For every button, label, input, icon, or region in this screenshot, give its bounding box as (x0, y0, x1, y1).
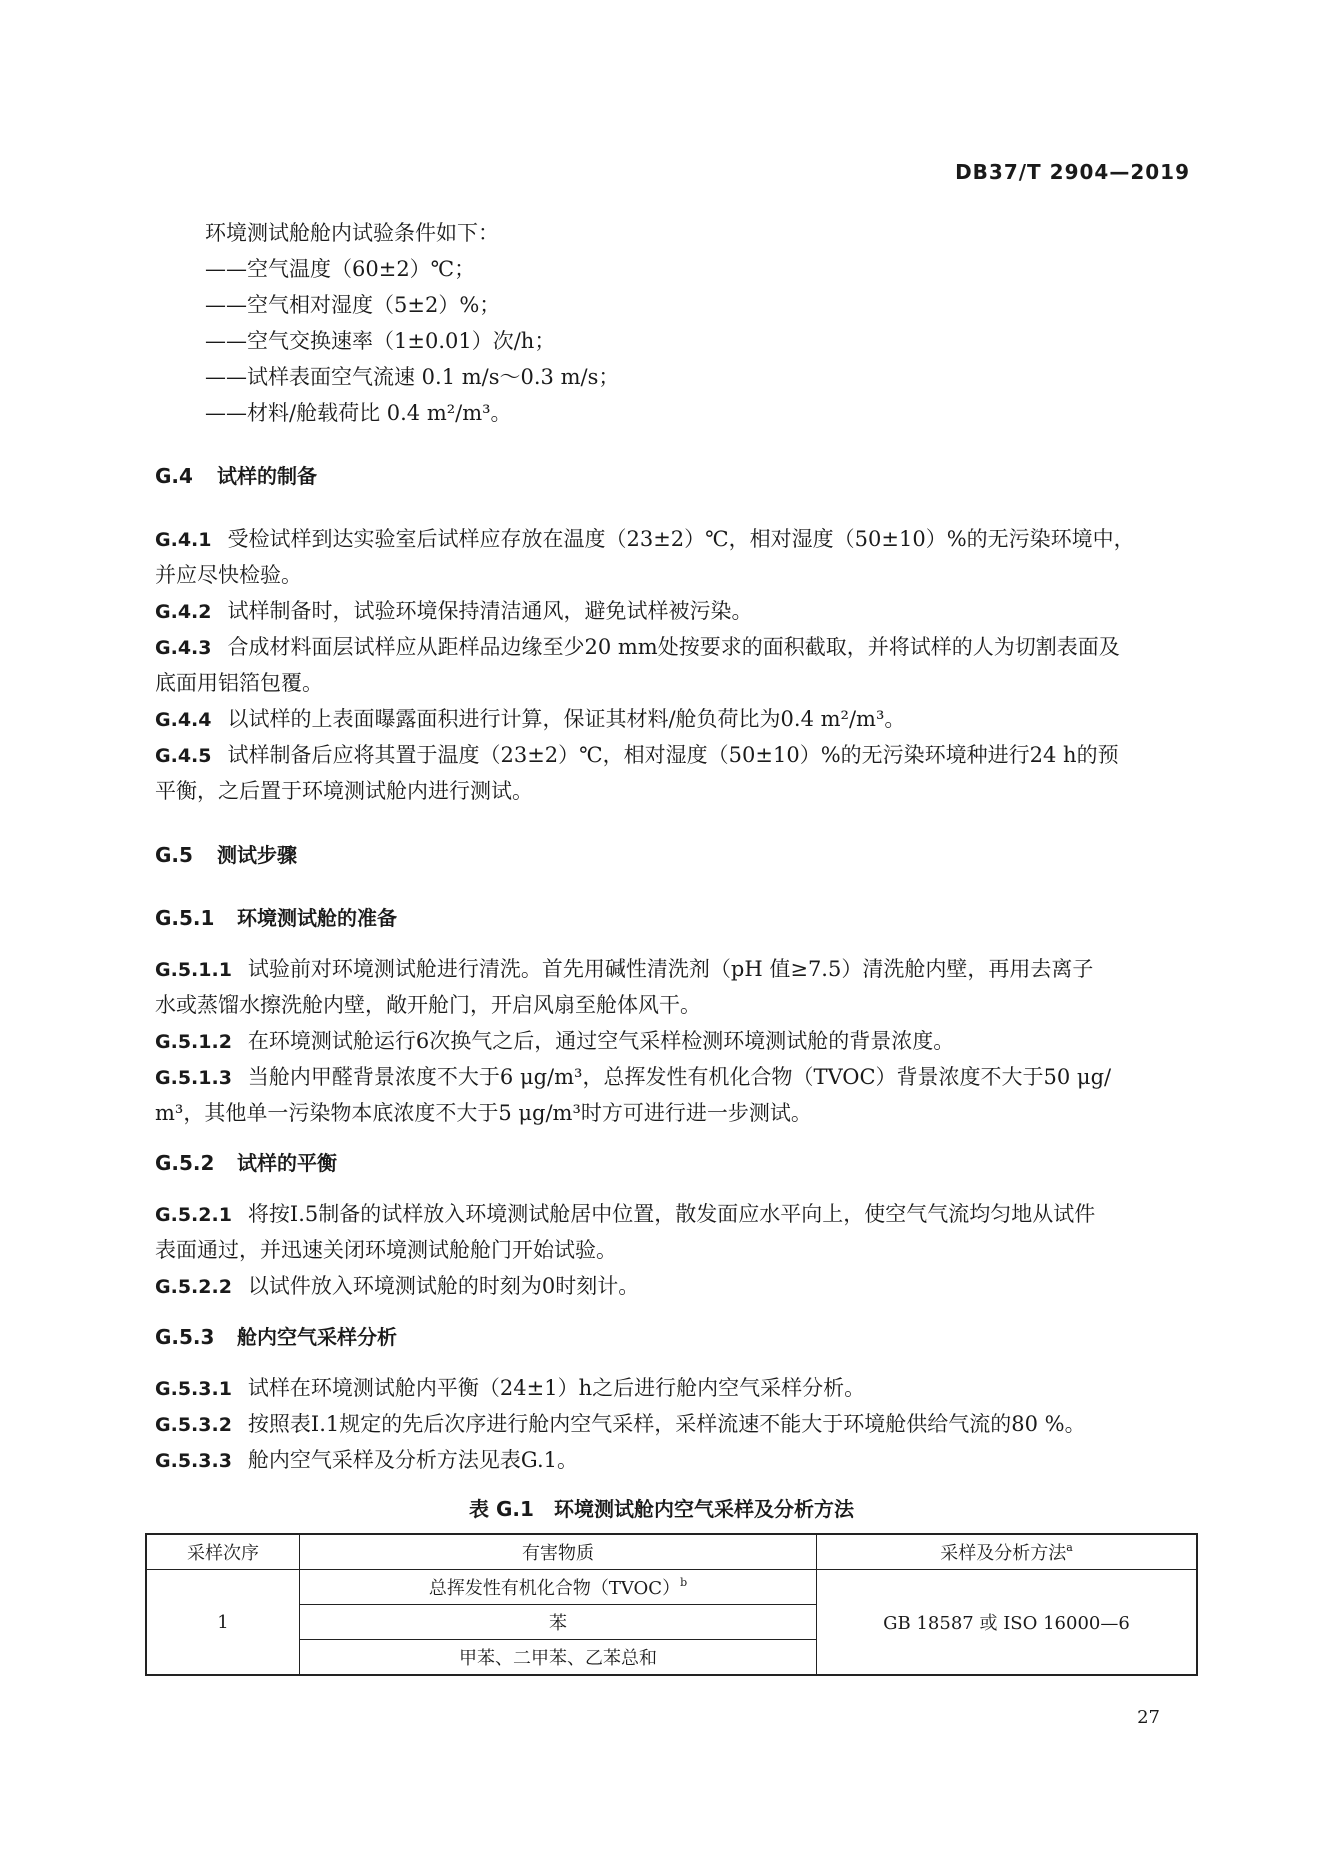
clause-g5-3-2: G.5.3.2 按照表I.1规定的先后次序进行舱内空气采样，采样流速不能大于环境舱供给气流的80 %。 (155, 1412, 1086, 1436)
table-row (146, 1570, 1197, 1605)
cell-substance: 甲苯、二甲苯、乙苯总和 (300, 1640, 817, 1676)
clause-g5-1-1-cont: 水或蒸馏水擦洗舱内壁，敞开舱门，开启风扇至舱体风干。 (155, 993, 701, 1017)
clause-g5-1-1: G.5.1.1 试验前对环境测试舱进行清洗。首先用碱性清洗剂（pH 值≥7.5）清洗舱内壁，再用去离子 (155, 957, 1094, 981)
condition-item: ——空气温度（60±2）℃； (205, 257, 476, 281)
footnote-marker: b (680, 1576, 688, 1589)
section-heading-g4: G.4 试样的制备 (155, 464, 317, 488)
sampling-method-table (145, 1533, 1198, 1676)
table-header-row (146, 1534, 1197, 1570)
subsection-heading-g5-3: G.5.3 舱内空气采样分析 (155, 1325, 397, 1349)
subsection-heading-g5-1: G.5.1 环境测试舱的准备 (155, 906, 397, 930)
clause-g5-3-3: G.5.3.3 舱内空气采样及分析方法见表G.1。 (155, 1448, 578, 1472)
standard-code: DB37/T 2904—2019 (955, 160, 1190, 184)
cell-method: GB 18587 或 ISO 16000—6 (817, 1570, 1198, 1676)
table-title: 表 G.1 环境测试舱内空气采样及分析方法 (469, 1497, 854, 1521)
clause-g4-1: G.4.1 受检试样到达实验室后试样应存放在温度（23±2）℃，相对湿度（50±10）%的无污染环境中， (155, 527, 1135, 551)
condition-item: ——空气相对湿度（5±2）%； (205, 293, 501, 317)
subsection-heading-g5-2: G.5.2 试样的平衡 (155, 1151, 337, 1175)
clause-g5-2-1: G.5.2.1 将按I.5制备的试样放入环境测试舱居中位置，散发面应水平向上，使空气气流均匀地从试件 (155, 1202, 1096, 1226)
clause-g4-3-cont: 底面用铝箔包覆。 (155, 671, 323, 695)
clause-g4-2: G.4.2 试样制备时，试验环境保持清洁通风，避免试样被污染。 (155, 599, 753, 623)
footnote-marker: a (1066, 1541, 1073, 1554)
clause-g5-1-2: G.5.1.2 在环境测试舱运行6次换气之后，通过空气采样检测环境测试舱的背景浓度。 (155, 1029, 955, 1053)
test-conditions-lead: 环境测试舱舱内试验条件如下： (205, 221, 499, 245)
condition-item: ——空气交换速率（1±0.01）次/h； (205, 329, 556, 353)
section-heading-g5: G.5 测试步骤 (155, 843, 297, 867)
clause-g4-1-cont: 并应尽快检验。 (155, 563, 302, 587)
cell-substance: 苯 (300, 1605, 817, 1640)
clause-g4-5-cont: 平衡，之后置于环境测试舱内进行测试。 (155, 779, 533, 803)
cell-substance: 总挥发性有机化合物（TVOC）$^b$ (300, 1570, 817, 1605)
clause-g4-4: G.4.4 以试样的上表面曝露面积进行计算，保证其材料/舱负荷比为0.4 m²/m³。 (155, 707, 906, 731)
header-seq: 采样次序 (146, 1534, 300, 1570)
header-substance: 有害物质 (300, 1534, 817, 1570)
clause-g5-2-2: G.5.2.2 以试件放入环境测试舱的时刻为0时刻计。 (155, 1274, 640, 1298)
clause-g5-2-1-cont: 表面通过，并迅速关闭环境测试舱舱门开始试验。 (155, 1238, 617, 1262)
test-conditions (205, 215, 619, 431)
header-method: 采样及分析方法$^a$ (817, 1534, 1198, 1570)
clause-g4-3: G.4.3 合成材料面层试样应从距样品边缘至少20 mm处按要求的面积截取，并将试样的人为切割表面及 (155, 635, 1120, 659)
clause-g5-1-3: G.5.1.3 当舱内甲醛背景浓度不大于6 μg/m³，总挥发性有机化合物（TVOC）背景浓度不大于50 μg/ (155, 1065, 1112, 1089)
clause-g5-3-1: G.5.3.1 试样在环境测试舱内平衡（24±1）h之后进行舱内空气采样分析。 (155, 1376, 866, 1400)
clause-g5-1-3-cont: m³，其他单一污染物本底浓度不大于5 μg/m³时方可进行进一步测试。 (155, 1101, 812, 1125)
condition-item: ——材料/舱载荷比 0.4 m²/m³。 (205, 401, 512, 425)
cell-seq: 1 (146, 1570, 300, 1676)
clause-g4-5: G.4.5 试样制备后应将其置于温度（23±2）℃，相对湿度（50±10）%的无污染环境种进行24 h的预 (155, 743, 1119, 767)
page-number: 27 (1137, 1707, 1160, 1728)
condition-item: ——试样表面空气流速 0.1 m/s～0.3 m/s； (205, 365, 620, 389)
